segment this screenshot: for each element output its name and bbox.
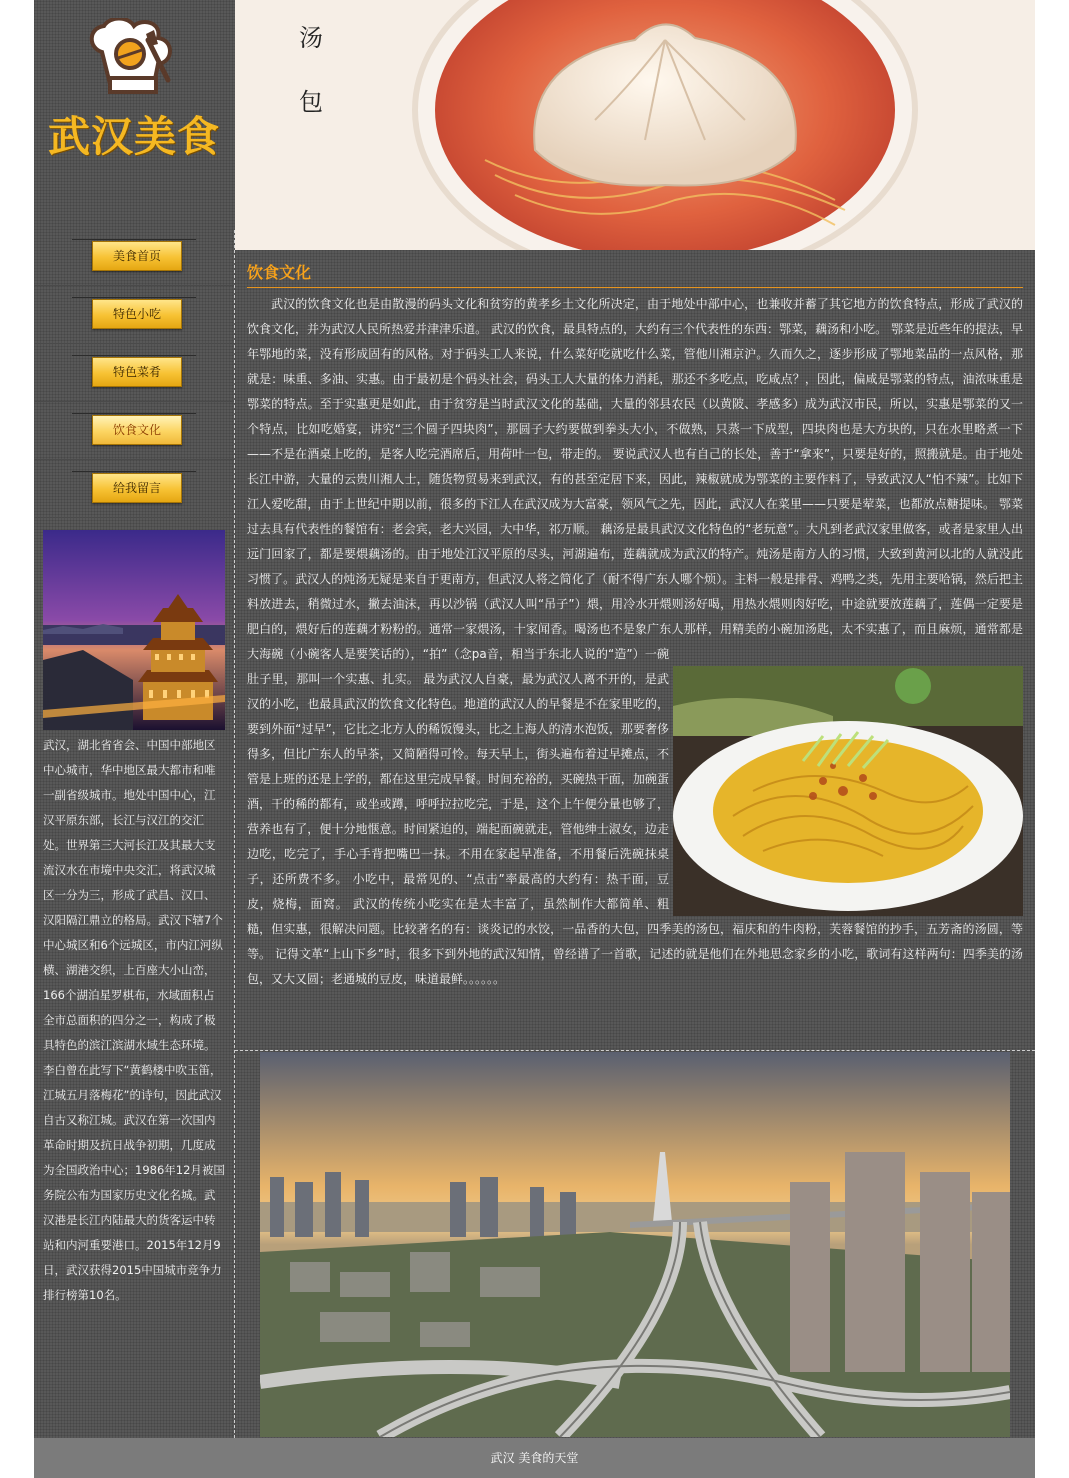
content-divider [235, 1050, 1035, 1051]
page-footer: 武汉 美食的天堂 [34, 1438, 1035, 1478]
nav-row [34, 344, 234, 402]
nav-item-food-culture[interactable]: 饮食文化 [92, 415, 182, 445]
hot-dry-noodles-image [673, 666, 1023, 916]
main-nav [34, 228, 234, 518]
sidebar [34, 0, 234, 1438]
nav-divider [72, 239, 196, 240]
chef-hat-icon [84, 18, 184, 98]
nav-divider [72, 471, 196, 472]
nav-divider [72, 413, 196, 414]
site-title: 武汉美食 [47, 112, 220, 161]
sidebar-divider [234, 230, 235, 1438]
nav-item-snacks[interactable]: 特色小吃 [92, 299, 182, 329]
nav-item-dishes[interactable]: 特色菜肴 [92, 357, 182, 387]
nav-row [34, 402, 234, 460]
soup-dumpling-illustration [235, 0, 1035, 250]
hero-banner [235, 0, 1035, 250]
nav-item-message[interactable]: 给我留言 [92, 473, 182, 503]
page-container [34, 0, 1035, 1478]
nav-item-home[interactable]: 美食首页 [92, 241, 182, 271]
nav-divider [72, 355, 196, 356]
main-content [247, 260, 1023, 992]
article-paragraph: 武汉的饮食文化也是由散漫的码头文化和贫穷的黄孝乡土文化所决定，由于地处中部中心，也兼收并蓄了其它地方的饮食特点，形成了武汉的饮食文化，并为武汉人民所热爱并津津乐道。 武汉的饮食，最具特点的，大约有三个代表性的东西：鄂菜，藕汤和小吃。 鄂菜是近些年的提法，早年鄂地的菜，没有形成固有的风格。对于码头工人来说，什么菜好吃就吃什么菜，管他川湘京沪。久而久之，逐步形成了鄂地菜品的一点风格，那就是：味重、多油、实惠。由于最初是个码头社会，码头工人大量的体力消耗，那还不多吃点，吃咸点？，因此，偏咸是鄂菜的特点，油浓味重是鄂菜的特点。至于实惠更是如此，由于贫穷是当时武汉文化的基础，大量的邻县农民（以黄陂、孝感多）成为武汉市民，所以，实惠是鄂菜的又一个特点，比如吃婚宴，讲究“三个圆子四块肉”，那圆子大约要做到拳头大小，不做熟，只蒸一下成型，四块肉也是大方块的，只在水里略煮一下——不是在酒桌上吃的，是客人吃完酒席后，用荷叶一包，带走的。 要说武汉人也有自己的长处，善于“拿来”，只要是好的，照搬就是。由于地处长江中游，大量的云贵川湘人士，随货物贸易来到武汉，有的甚至定居下来，因此，辣椒就成为鄂菜的主要作料了，导致武汉人“怕不辣”。比如下江人爱吃甜，由于上世纪中期以前，很多的下江人在武汉成为大富豪，领风气之先，因此，武汉人在菜里——只要是荤菜，也都放点糖提味。 鄂菜过去具有代表性的餐馆有：老会宾，老大兴园，大中华，祁万顺。 藕汤是最具武汉文化特色的“老玩意”。大凡到老武汉家里做客，或者是家里人出远门回家了，都是要煨藕汤的。由于地处江汉平原的尽头，河湖遍布，莲藕就成为武汉的特产。炖汤是南方人的习惯，大致到黄河以北的人就没此习惯了。武汉人的炖汤无疑是来自于更南方，但武汉人将之简化了（耐不得广东人哪个烦）。主料一般是排骨、鸡鸭之类，先用主要哈锅，然后把主料放进去，稍微过水，撇去油沫，再以沙锅（武汉人叫“吊子”）煨，用冷水开煨则汤好喝，用热水煨则肉好吃，中途就要放莲藕了，莲偶一定要是肥白的，煨好后的莲藕才粉粉的。通常一家煨汤，十家闻香。喝汤也不是象广东人那样，用精美的小碗加汤匙，太不实惠了，而且麻烦，通常都是大海碗（小碗客人是要笑话的），“拍”（念pa音，相当于东北人说的“造”）一碗肚子里，那叫一个实惠、扎实。 最为武汉人自豪，最为武汉人离不开的，是武汉的小吃，也最具武汉的饮食文化特色。地道的武汉人的早餐是不在家里吃的，要到外面“过早”，它比之北方人的稀饭馒头，比之上海人的清水泡饭，那要奢侈得多，但比广东人的早茶，又简陋得可怜。每天早上，街头遍布着过早摊点，不管是上班的还是上学的，都在这里完成早餐。时间充裕的，买碗热干面，加碗蛋酒，干的稀的都有，或坐或蹲，呼呼拉拉吃完，于是，这个上午便分量也够了，营养也有了，便十分地惬意。时间紧迫的，端起面碗就走，管他绅士淑女，边走边吃，吃完了，手心手背把嘴巴一抹。不用在家起早准备，不用餐后洗碗抹桌子，还所费不多。 小吃中，最常见的、“点击”率最高的大约有：热干面，豆皮，烧梅，面窝。 武汉的传统小吃实在是太丰富了，虽然制作大都简单、粗糙，但实惠，很解决问题。比较著名的有：谈炎记的水饺，一品香的大包，四季美的汤包，福庆和的牛肉粉，芙蓉餐馆的抄手，五芳斋的汤圆，等等。 记得文革“上山下乡”时，很多下到外地的武汉知情，曾经谱了一首歌，记述的就是他们在外地思念家乡的小吃，歌词有这样两句：四季美的汤包，又大又圆；老通城的豆皮，味道最鲜。。。。。。 [247, 297, 1023, 986]
nav-divider [72, 297, 196, 298]
nav-row [34, 228, 234, 286]
site-logo[interactable] [34, 0, 234, 228]
wuhan-intro-text: 武汉，湖北省省会、中国中部地区中心城市，华中地区最大都市和唯一副省级城市。地处中国中心，江汉平原东部，长江与汉江的交汇处。世界第三大河长江及其最大支流汉水在市境中央交汇，将武汉城区一分为三，形成了武昌、汉口、汉阳隔江鼎立的格局。武汉下辖7个中心城区和6个远城区，市内江河纵横、湖港交织，上百座大小山峦，166个湖泊星罗棋布，水域面积占全市总面积的四分之一，构成了极具特色的滨江滨湖水域生态环境。李白曾在此写下“黄鹤楼中吹玉笛，江城五月落梅花”的诗句，因此武汉自古又称江城。武汉在第一次国内革命时期及抗日战争初期，几度成为全国政治中心；1986年12月被国务院公布为国家历史文化名城。武汉港是长江内陆最大的货客运中转站和内河重要港口。2015年12月9日，武汉获得2015中国城市竞争力排行榜第10名。 [43, 738, 225, 1302]
wuhan-skyline-image [260, 1052, 1010, 1437]
article-body [247, 292, 1023, 992]
section-title: 饮食文化 [247, 260, 1023, 288]
nav-row [34, 286, 234, 344]
hero-vertical-title: 汤包 [299, 24, 323, 116]
yellow-crane-tower-image [43, 530, 225, 730]
nav-row [34, 460, 234, 518]
